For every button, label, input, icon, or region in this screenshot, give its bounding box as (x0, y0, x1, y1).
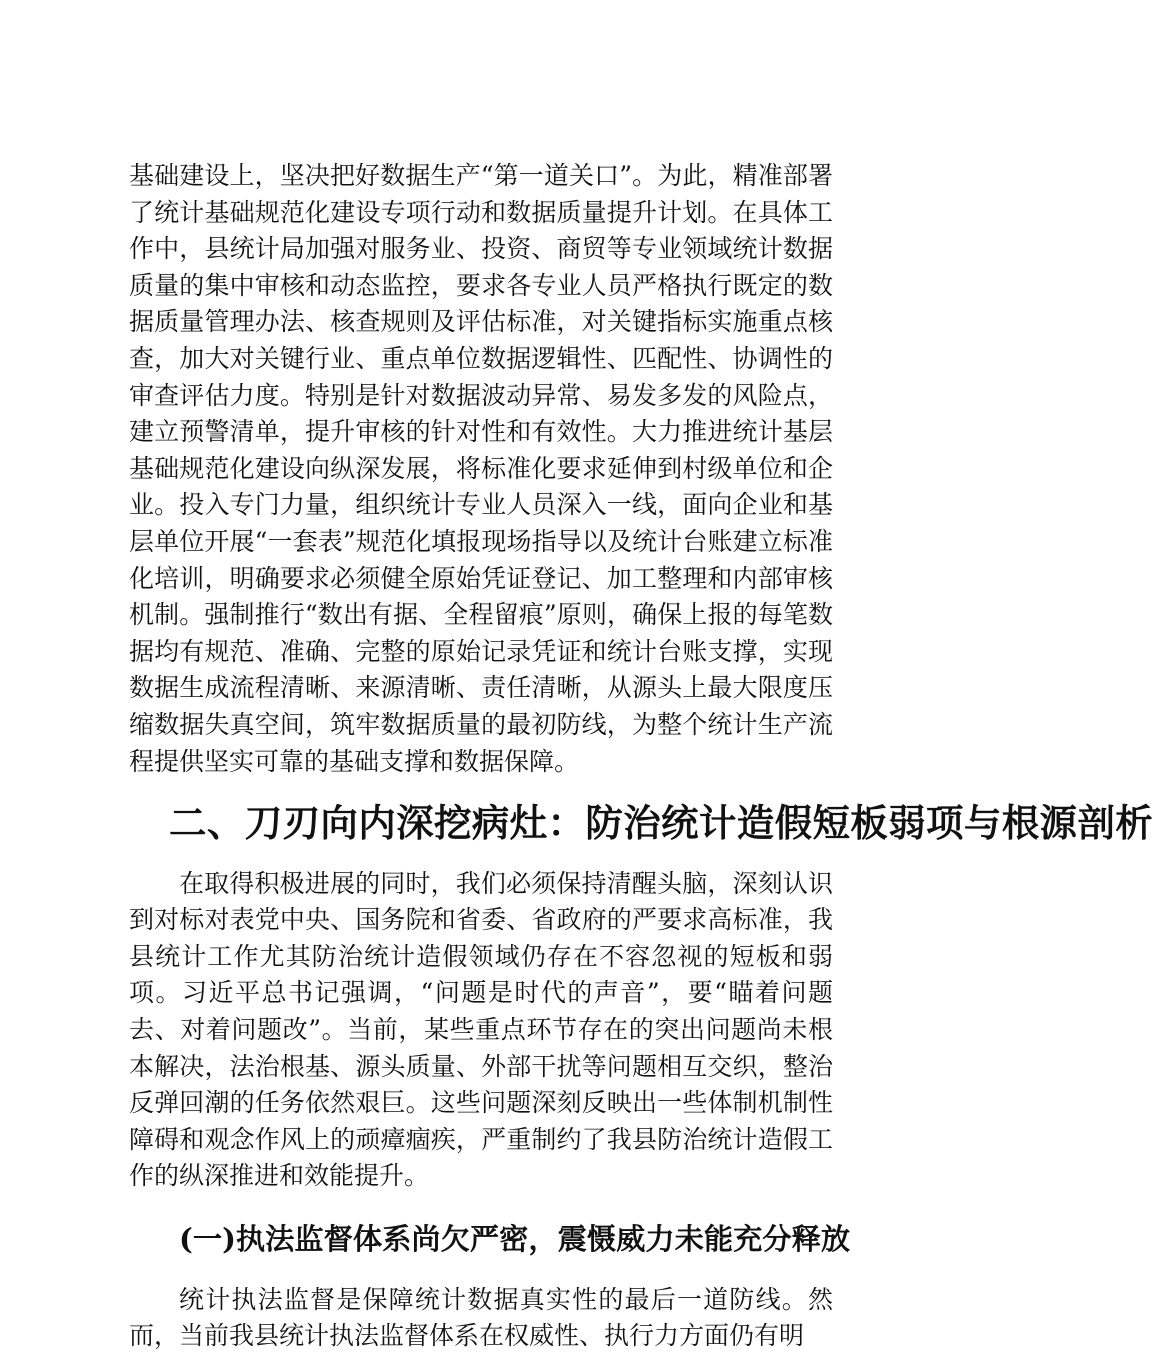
subsection-heading: (一)执法监督体系尚欠严密，震慑威力未能充分释放 (179, 1222, 851, 1257)
body-paragraph: 基础建设上，坚决把好数据生产“第一道关口”。为此，精准部署了统计基础规范化建设专项行动和数据质量提升计划。在具体工作中，县统计局加强对服务业、投资、商贸等专业领域统计数据质量的集中审核和动态监控，要求各专业人员严格执行既定的数据质量管理办法、核查规则及评估标准，对关键指标实施重点核查，加大对关键行业、重点单位数据逻辑性、匹配性、协调性的审查评估力度。特别是针对数据波动异常、易发多发的风险点，建立预警清单，提升审核的针对性和有效性。大力推进统计基层基础规范化建设向纵深发展，将标准化要求延伸到村级单位和企业。投入专门力量，组织统计专业人员深入一线，面向企业和基层单位开展“一套表”规范化填报现场指导以及统计台账建立标准化培训，明确要求必须健全原始凭证登记、加工整理和内部审核机制。强制推行“数出有据、全程留痕”原则，确保上报的每笔数据均有规范、准确、完整的原始记录凭证和统计台账支撑，实现数据生成流程清晰、来源清晰、责任清晰，从源头上最大限度压缩数据失真空间，筑牢数据质量的最初防线，为整个统计生产流程提供坚实可靠的基础支撑和数据保障。 (129, 161, 833, 776)
document-page (129, 158, 1153, 1355)
body-paragraph: 在取得积极进展的同时，我们必须保持清醒头脑，深刻认识到对标对表党中央、国务院和省委、省政府的严要求高标准，我县统计工作尤其防治统计造假领域仍存在不容忽视的短板和弱项。习近平总书记强调，“问题是时代的声音”，要“瞄着问题去、对着问题改”。当前，某些重点环节存在的突出问题尚未根本解决，法治根基、源头质量、外部干扰等问题相互交织，整治反弹回潮的任务依然艰巨。这些问题深刻反映出一些体制机制性障碍和观念作风上的顽瘴痼疾，严重制约了我县防治统计造假工作的纵深推进和效能提升。 (129, 868, 833, 1191)
section-heading: 二、刀刃向内深挖病灶：防治统计造假短板弱项与根源剖析 (169, 801, 1153, 846)
body-paragraph: 统计执法监督是保障统计数据真实性的最后一道防线。然而，当前我县统计执法监督体系在权威性、执行力方面仍有明 (129, 1284, 833, 1351)
